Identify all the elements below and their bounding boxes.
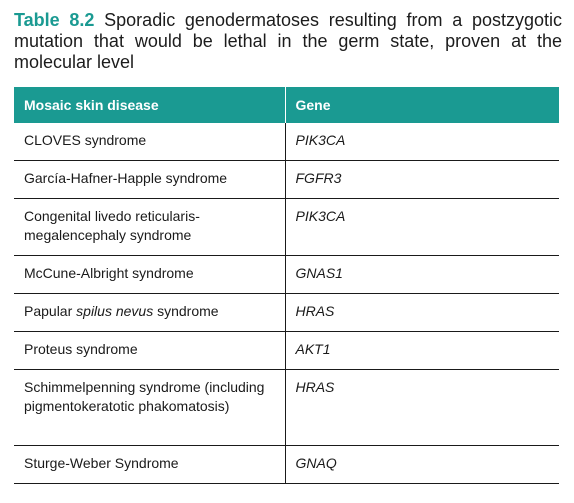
table-caption-text: Sporadic genodermatoses resulting from a postzygotic mutation that would be lethal in the germ state, proven at the molecular level — [14, 10, 562, 72]
disease-cell: McCune-Albright syndrome — [14, 256, 285, 294]
disease-cell: Proteus syndrome — [14, 332, 285, 370]
gene-cell: AKT1 — [285, 332, 559, 370]
disease-cell: Congenital livedo reticularis-megalencephaly syndrome — [14, 199, 285, 256]
gene-cell: FGFR3 — [285, 161, 559, 199]
table-row — [14, 199, 559, 256]
disease-text-italic: spilus nevus — [76, 303, 154, 319]
table-row — [14, 161, 559, 199]
gene-cell: HRAS — [285, 294, 559, 332]
disease-text-post: syndrome — [153, 303, 219, 319]
column-header-disease: Mosaic skin disease — [14, 87, 285, 123]
gene-cell: PIK3CA — [285, 123, 559, 161]
disease-text-pre: Papular — [24, 303, 77, 319]
gene-cell: HRAS — [285, 370, 559, 446]
table-row — [14, 370, 559, 446]
table-header-row — [14, 87, 559, 123]
gene-cell: GNAS1 — [285, 256, 559, 294]
table-row — [14, 123, 559, 161]
column-header-gene: Gene — [285, 87, 559, 123]
table-row — [14, 256, 559, 294]
disease-cell: CLOVES syndrome — [14, 123, 285, 161]
table-label: Table 8.2 — [14, 10, 95, 30]
disease-cell: Sturge-Weber Syndrome — [14, 446, 285, 484]
table-caption — [14, 10, 562, 73]
gene-cell: GNAQ — [285, 446, 559, 484]
table-row — [14, 446, 559, 484]
disease-cell — [14, 294, 285, 332]
table-row — [14, 332, 559, 370]
genodermatoses-table — [14, 87, 559, 484]
disease-cell: Schimmelpenning syndrome (including pigmentokeratotic phakomatosis) — [14, 370, 285, 446]
gene-cell: PIK3CA — [285, 199, 559, 256]
table-row — [14, 294, 559, 332]
disease-cell: García-Hafner-Happle syndrome — [14, 161, 285, 199]
